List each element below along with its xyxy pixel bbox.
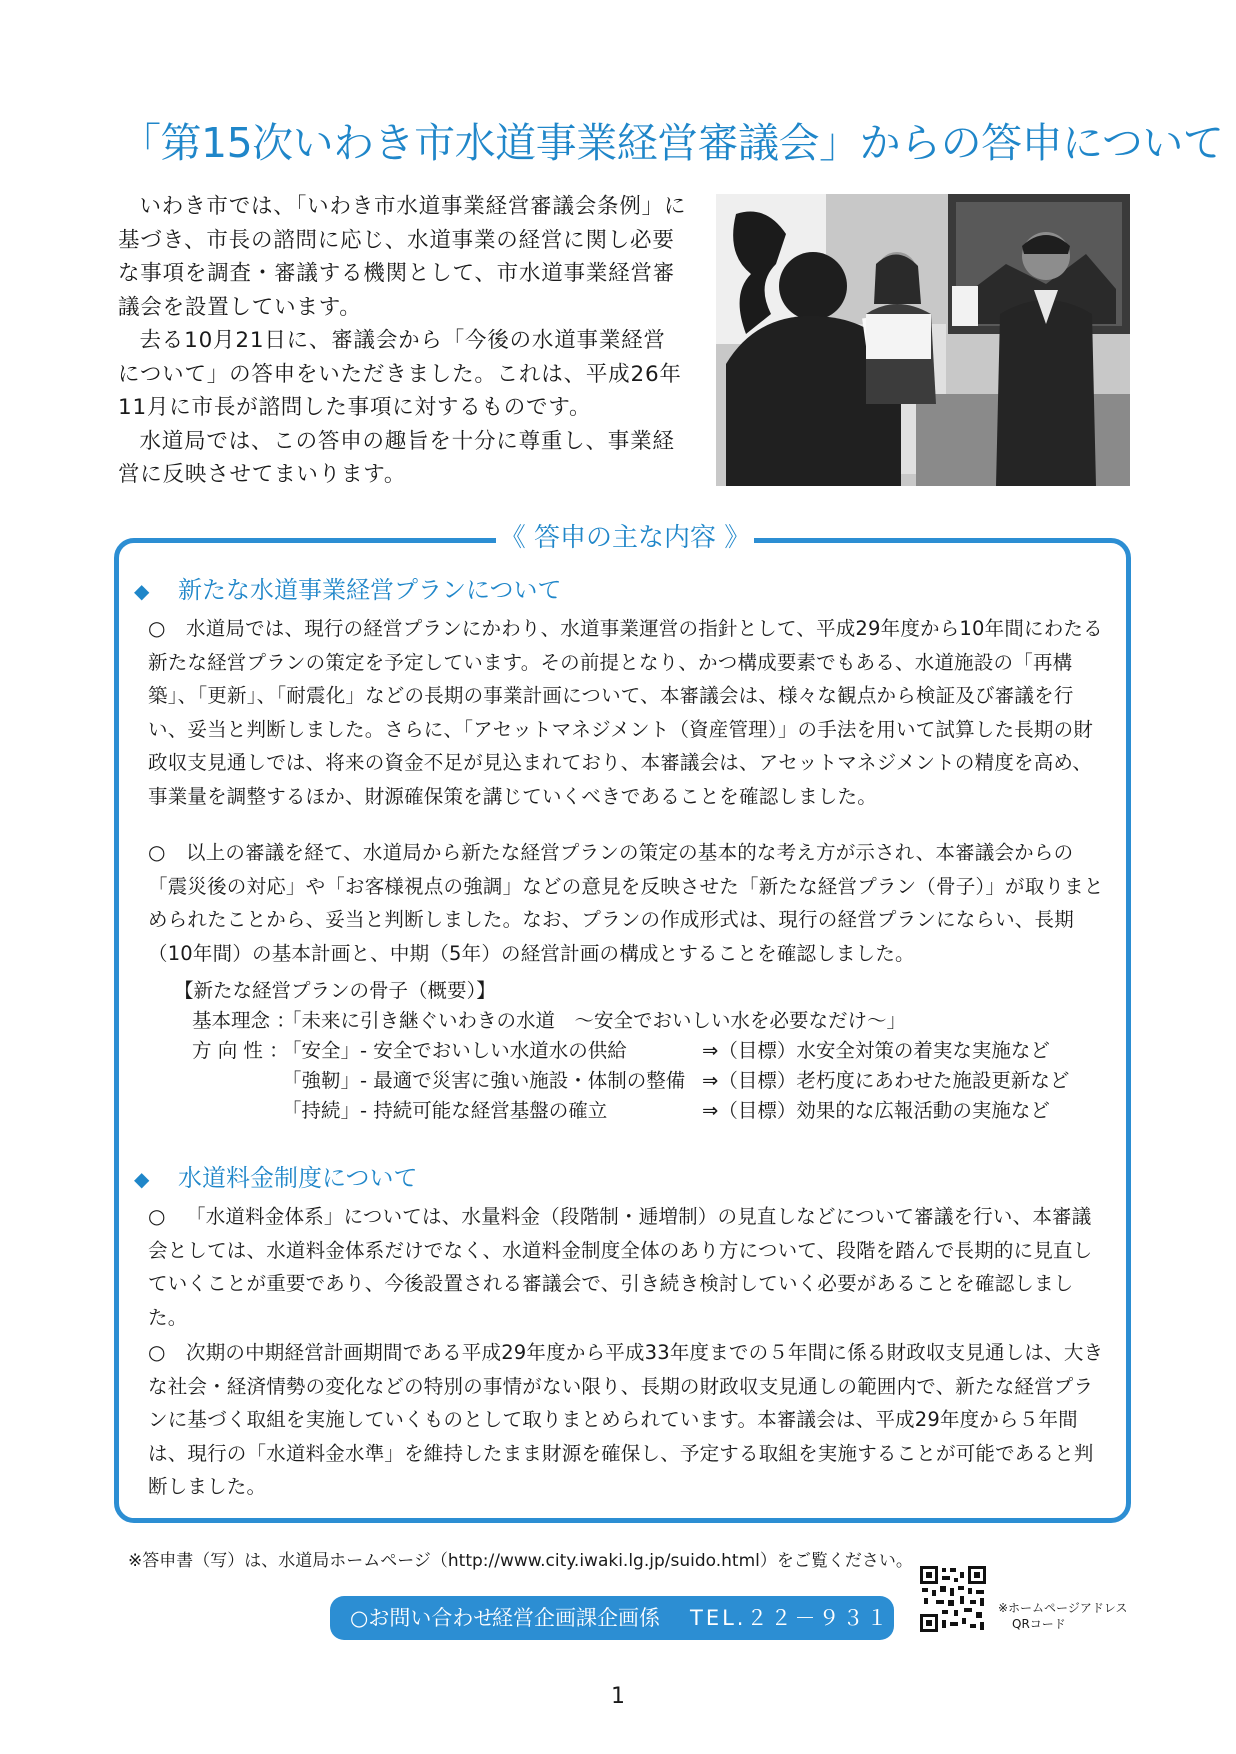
outline-row: [174, 1096, 1114, 1126]
section1-paragraph-2: [148, 836, 1108, 970]
outline-row: [174, 1006, 1114, 1036]
diamond-bullet-icon: ◆: [134, 579, 150, 603]
contact-department: 経営企画課企画係: [492, 1606, 660, 1630]
qr-code-caption: [998, 1600, 1127, 1632]
plan-outline: [174, 976, 1114, 1126]
paragraph-text: 次期の中期経営計画期間である平成29年度から平成33年度までの５年間に係る財政収支見通しは、大きな社会・経済情勢の変化などの特別の事情がない限り、長期の財政収支見通しの範囲内で、新たな経営プランに基づく取組を実施していくものとして取りまとめられています。本審議会は、平成29年度から５年間は、現行の「水道料金水準」を維持したまま財源を確保し、予定する取組を実施することが可能であると判断しました。: [148, 1341, 1104, 1498]
page-number: 1: [611, 1684, 625, 1709]
circle-bullet-icon: ○: [148, 1340, 166, 1364]
circle-bullet-icon: ○: [148, 1204, 166, 1228]
outline-row: [174, 1036, 1114, 1066]
outline-text: 「安全」- 安全でおいしい水道水の供給: [282, 1039, 627, 1062]
intro-paragraph: 水道局では、この答申の趣旨を十分に尊重し、事業経営に反映させてまいります。: [118, 428, 675, 487]
outline-title: 【新たな経営プランの骨子（概要）】: [174, 979, 496, 1002]
outline-label: 方 向 性 ：: [192, 1039, 289, 1062]
presentation-photo: [716, 194, 1130, 486]
contact-phone: TEL.２２－９３１０: [690, 1606, 915, 1630]
page-title: 「第15次いわき市水道事業経営審議会」からの答申について: [120, 119, 1224, 167]
section-heading-water-rates: [134, 1162, 418, 1194]
qr-caption-line: QRコード: [1012, 1617, 1066, 1631]
outline-text: 「強靭」- 最適で災害に強い施設・体制の整備: [282, 1069, 686, 1092]
section2-paragraph-1: [148, 1200, 1108, 1334]
intro-paragraph: 去る10月21日に、審議会から「今後の水道事業経営について」の答申をいただきました。これは、平成26年11月に市長が諮問した事項に対するものです。: [118, 328, 682, 420]
circle-bullet-icon: ○: [148, 616, 166, 640]
qr-caption-line: ※ホームページアドレス: [998, 1601, 1128, 1615]
homepage-note: ※答申書（写）は、水道局ホームページ（http://www.city.iwaki.lg.jp/suido.html）をご覧ください。: [128, 1551, 913, 1571]
paragraph-text: 水道局では、現行の経営プランにかわり、水道事業運営の指針として、平成29年度から10年間にわたる新たな経営プランの策定を予定しています。その前提となり、かつ構成要素でもある、水道施設の「再構築」、「更新」、「耐震化」などの長期の事業計画について、本審議会は、様々な観点から検証及び審議を行い、妥当と判断しました。さらに、「アセットマネジメント（資産管理）」の手法を用いて試算した長期の財政収支見通しでは、将来の資金不足が見込まれており、本審議会は、アセットマネジメントの精度を高め、事業量を調整するほか、財源確保策を講じていくべきであることを確認しました。: [148, 617, 1103, 808]
summary-box-title: 《 答申の主な内容 》: [496, 520, 754, 556]
contact-label: ○お問い合わせ: [350, 1606, 495, 1630]
intro-paragraph: いわき市では、「いわき市水道事業経営審議会条例」に基づき、市長の諮問に応じ、水道事業の経営に関し必要な事項を調査・審議する機関として、市水道事業経営審議会を設置しています。: [118, 194, 687, 320]
outline-row: [174, 1066, 1114, 1096]
section-heading-management-plan: [134, 574, 562, 606]
section2-paragraph-2: [148, 1336, 1108, 1504]
outline-label: 基本理念 ：: [192, 1009, 296, 1032]
section1-paragraph-1: [148, 612, 1108, 813]
outline-goal: ⇒（目標）効果的な広報活動の実施など: [702, 1099, 1050, 1122]
section-heading-text: 新たな水道事業経営プランについて: [178, 576, 562, 604]
intro-text: [118, 190, 688, 492]
qr-code-icon[interactable]: [920, 1566, 986, 1632]
paragraph-text: 以上の審議を経て、水道局から新たな経営プランの策定の基本的な考え方が示され、本審議会からの「震災後の対応」や「お客様視点の強調」などの意見を反映させた「新たな経営プラン（骨子）」が取りまとめられたことから、妥当と判断しました。なお、プランの作成形式は、現行の経営プランにならい、長期（10年間）の基本計画と、中期（5年）の経営計画の構成とすることを確認しました。: [148, 841, 1104, 965]
paragraph-text: 「水道料金体系」については、水量料金（段階制・逓増制）の見直しなどについて審議を行い、本審議会としては、水道料金体系だけでなく、水道料金制度全体のあり方について、段階を踏んで長期的に見直していくことが重要であり、今後設置される審議会で、引き続き検討していく必要があることを確認しました。: [148, 1205, 1093, 1329]
diamond-bullet-icon: ◆: [134, 1167, 150, 1191]
circle-bullet-icon: ○: [148, 840, 166, 864]
contact-banner: [330, 1596, 915, 1640]
outline-goal: ⇒（目標）老朽度にあわせた施設更新など: [702, 1069, 1070, 1092]
outline-goal: ⇒（目標）水安全対策の着実な実施など: [702, 1039, 1050, 1062]
outline-text: 「持続」- 持続可能な経営基盤の確立: [282, 1099, 608, 1122]
outline-text: 「未来に引き継ぐいわきの水道 ～安全でおいしい水を必要なだけ～」: [282, 1009, 907, 1032]
section-heading-text: 水道料金制度について: [178, 1164, 418, 1192]
